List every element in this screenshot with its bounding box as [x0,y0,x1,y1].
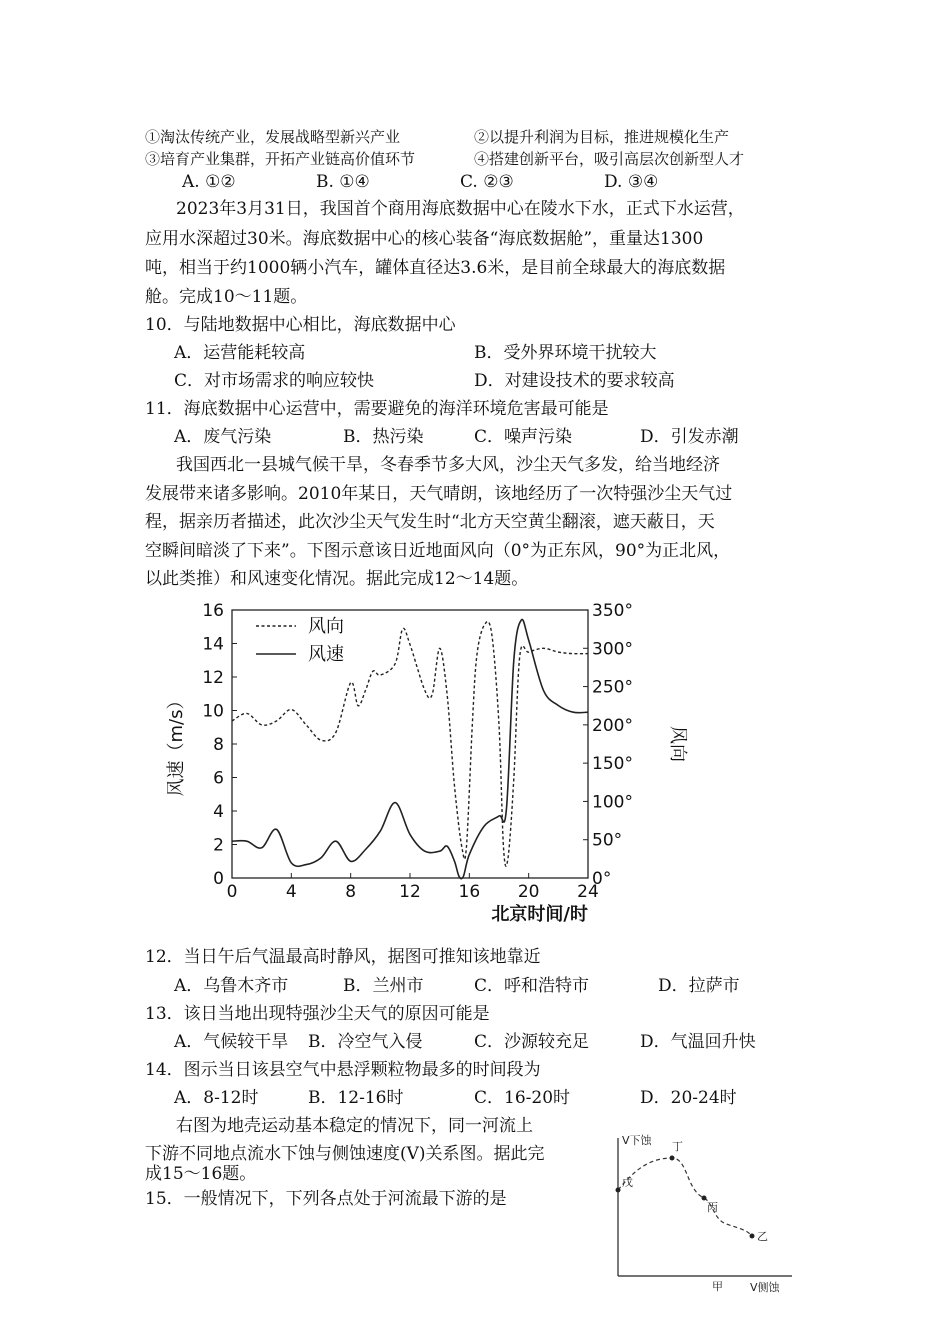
passage3-line: 右图为地壳运动基本稳定的情况下，同一河流上 [176,1116,533,1136]
x-tick-label: 4 [285,882,297,902]
q12-choice-b: B．兰州市 [343,976,424,996]
diagram-y-label: V下蚀 [622,1134,652,1147]
q9-option-1: ①淘汰传统产业，发展战略型新兴产业 [145,128,401,146]
y-tick-label: 16 [202,601,224,621]
q10-stem: 10．与陆地数据中心相比，海底数据中心 [145,315,456,335]
y2-tick-label: 150° [592,754,633,775]
river-erosion-diagram [606,1128,806,1300]
y-tick-label: 14 [202,634,224,655]
q14-choice-c: C．16-20时 [474,1088,571,1108]
q11-choice-c: C．噪声污染 [474,427,573,447]
passage2-line: 发展带来诸多影响。2010年某日，天气晴朗，该地经历了一次特强沙尘天气过 [145,484,733,504]
passage2-line: 空瞬间暗淡了下来”。下图示意该日近地面风向（0°为正东风，90°为正北风， [145,541,731,561]
q11-choice-d: D．引发赤潮 [640,427,739,447]
passage2-line: 程，据亲历者描述，此次沙尘天气发生时“北方天空黄尘翻滚，遮天蔽日，天 [145,512,715,532]
passage1-line: 应用水深超过30米。海底数据中心的核心装备“海底数据舱”，重量达1300 [145,229,704,249]
series-line-wind-speed [232,620,588,879]
label-yi: 乙 [757,1230,768,1243]
point-bing [702,1196,707,1201]
q9-choice-b: B. ①④ [316,172,370,192]
y2-tick-label: 50° [592,830,623,851]
q9-option-4: ④搭建创新平台，吸引高层次创新型人才 [474,150,745,168]
diagram-x-label: V侧蚀 [750,1281,780,1294]
x-axis-label: 北京时间/时 [491,904,588,925]
point-yi [750,1234,755,1239]
q13-choice-c: C．沙源较充足 [474,1032,590,1052]
y-tick-label: 10 [202,701,224,722]
x-tick-label: 24 [577,882,599,902]
label-wu: 戊 [622,1176,633,1189]
x-tick-label: 8 [345,882,357,902]
label-jia: 甲 [712,1280,723,1293]
x-tick-label: 20 [517,882,540,902]
q10-choice-b: B．受外界环境干扰较大 [474,343,657,363]
q12-choice-d: D．拉萨市 [658,976,740,996]
y-tick-label: 12 [202,668,224,688]
y2-tick-label: 100° [592,792,633,813]
q12-choice-c: C．呼和浩特市 [474,976,590,996]
series-line-wind-direction [232,621,588,866]
y2-tick-label: 350° [592,601,633,621]
q9-choice-a: A. ①② [182,172,236,192]
y2-tick-label: 0° [592,869,612,889]
passage3-line: 成15～16题。 [145,1164,257,1184]
y-axis-label: 风速（m/s） [166,691,187,797]
point-ding [670,1156,675,1161]
point-wu [616,1188,621,1193]
q9-option-2: ②以提升利润为目标，推进规模化生产 [474,128,730,146]
q12-choice-a: A．乌鲁木齐市 [174,976,289,996]
q10-choice-c: C．对市场需求的响应较快 [174,371,375,391]
q9-choice-d: D. ③④ [604,172,659,192]
legend-label-wind-direction: 风向 [308,616,344,637]
passage1-line: 吨，相当于约1000辆小汽车，罐体直径达3.6米，是目前全球最大的海底数据 [145,258,726,278]
y2-tick-label: 200° [592,715,633,736]
q9-option-3: ③培育产业集群，开拓产业链高价值环节 [145,150,416,168]
y2-tick-label: 300° [592,639,633,660]
q9-choice-c: C. ②③ [460,172,514,192]
y-tick-label: 8 [213,735,224,755]
q14-choice-d: D．20-24时 [640,1088,737,1108]
passage3-line: 下游不同地点流水下蚀与侧蚀速度(V)关系图。据此完 [145,1144,545,1164]
x-tick-label: 0 [226,882,238,902]
q10-choice-a: A．运营能耗较高 [174,343,306,363]
q14-choice-b: B．12-16时 [308,1088,404,1108]
y-tick-label: 2 [213,835,224,856]
x-tick-label: 12 [399,882,421,902]
y2-tick-label: 250° [592,677,633,698]
y-tick-label: 4 [213,802,224,822]
q15-stem: 15．一般情况下，下列各点处于河流最下游的是 [145,1189,507,1209]
q14-choice-a: A．8-12时 [174,1088,259,1108]
y-tick-label: 6 [213,768,224,789]
q13-choice-d: D．气温回升快 [640,1032,756,1052]
passage1-line: 舱。完成10～11题。 [145,287,308,307]
q11-stem: 11．海底数据中心运营中，需要避免的海洋环境危害最可能是 [145,399,609,419]
x-tick-label: 16 [458,882,481,902]
q13-choice-a: A．气候较干旱 [174,1032,289,1052]
wind-chart [150,596,688,926]
passage2-line: 我国西北一县城气候干旱，冬春季节多大风，沙尘天气多发，给当地经济 [176,455,720,475]
diagram-curve [618,1158,752,1238]
y2-axis-label: 风向 [667,726,688,762]
q13-stem: 13．该日当地出现特强沙尘天气的原因可能是 [145,1004,490,1024]
q11-choice-b: B．热污染 [343,427,424,447]
passage1-line: 2023年3月31日，我国首个商用海底数据中心在陵水下水，正式下水运营， [176,199,745,219]
q14-stem: 14．图示当日该县空气中悬浮颗粒物最多的时间段为 [145,1060,541,1080]
label-ding: 丁 [672,1140,683,1153]
q11-choice-a: A．废气污染 [174,427,272,447]
legend-label-wind-speed: 风速 [308,644,344,665]
q13-choice-b: B．冷空气入侵 [308,1032,423,1052]
q12-stem: 12．当日午后气温最高时静风，据图可推知该地靠近 [145,947,541,967]
y-tick-label: 0 [213,869,224,889]
passage2-line: 以此类推）和风速变化情况。据此完成12～14题。 [145,569,529,589]
label-bing: 丙 [707,1201,718,1214]
q10-choice-d: D．对建设技术的要求较高 [474,371,675,391]
